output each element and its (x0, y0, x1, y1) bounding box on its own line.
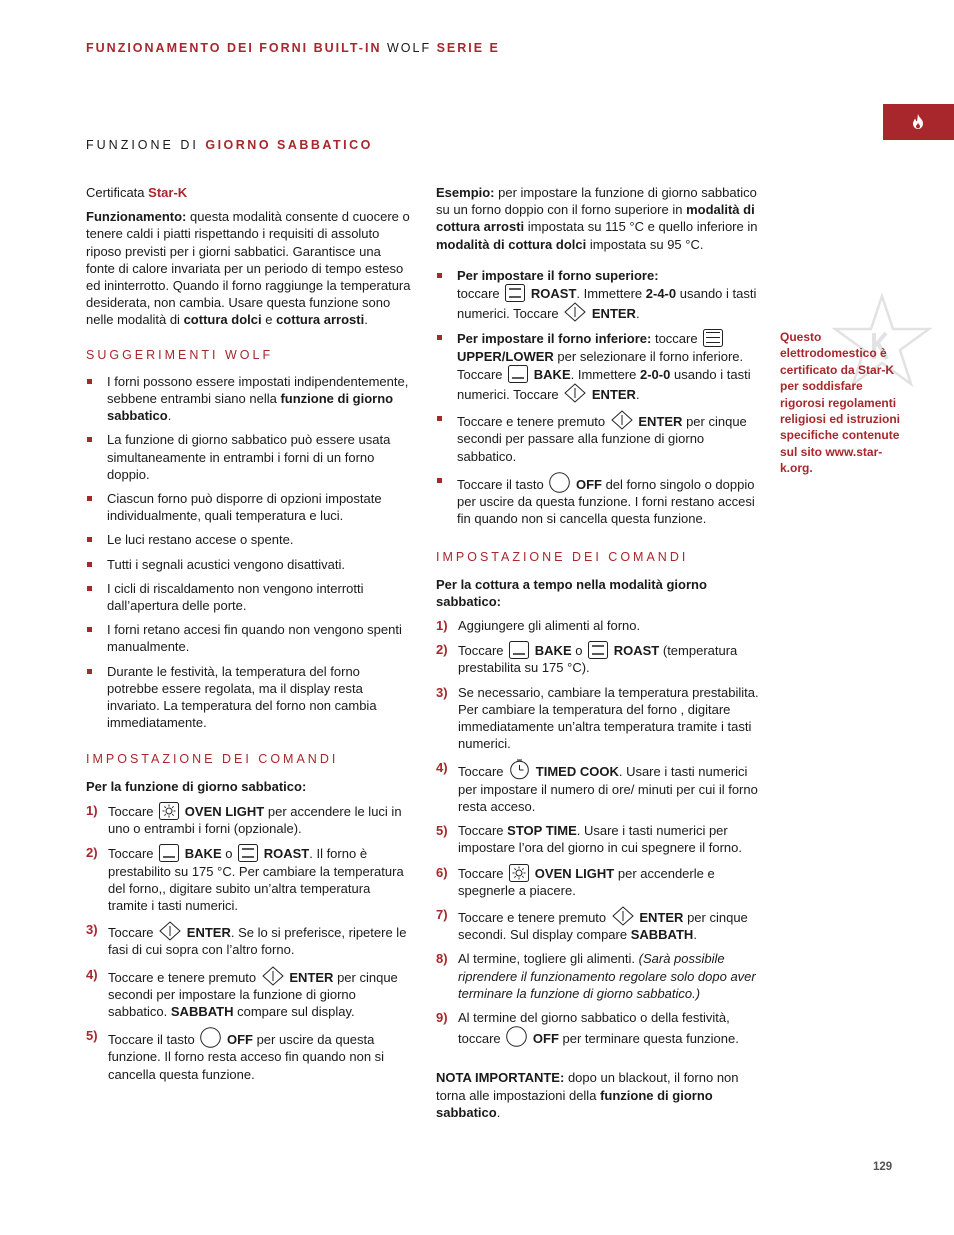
list-item: 2) Toccare BAKE o ROAST. Il forno è prestabilito su 175 °C. Per cambiare la temperatura del forno,, digitare subito un’altra temperatura tramite i tasti numerici. (86, 845, 404, 913)
oven-light-icon (159, 802, 179, 820)
list-item: 7) Toccare e tenere premuto ENTER per cinque secondi. Sul display compare SABBATH. (436, 906, 748, 943)
off-icon (549, 472, 570, 493)
list-item: 3) Se necessario, cambiare la temperatura prestabilita. Per cambiare la temperatura del forno , digitare immediatamente un’altra temperatura tramite i tasti numerici. (436, 684, 759, 752)
list-item: Per impostare il forno superiore: toccare ROAST. Immettere 2-4-0 usando i tasti numerici. Toccare ENTER. (436, 267, 762, 323)
list-item: 8) Al termine, togliere gli alimenti. (Sarà possibile riprendere il funzionamento regolare solo dopo aver terminare la funzione di giorno sabbatico.) (436, 951, 756, 1001)
important-note: NOTA IMPORTANTE: dopo un blackout, il forno non torna alle impostazioni della funzione di giorno sabbatico. (436, 1070, 739, 1120)
sidebar-note: Questo elettrodomestico è certificato da Star-K per soddisfare rigorosi regolamenti religiosi ed istruzioni specifiche contenute sul sito www.star-k.org. (780, 330, 901, 476)
list-item: 3) Toccare ENTER. Se lo si preferisce, ripetere le fasi di cui sopra con l’altro forno. (86, 922, 407, 958)
left-column (86, 184, 412, 1090)
tips-list (86, 373, 412, 732)
list-item: Le luci restano accese o spente. (86, 531, 412, 548)
controls-heading: IMPOSTAZIONE DEI COMANDI (86, 752, 339, 767)
roast-icon (505, 284, 525, 302)
header-title: FUNZIONAMENTO DEI FORNI BUILT-IN (86, 41, 382, 55)
controls-subheading: Per la funzione di giorno sabbatico: (86, 778, 307, 794)
roast-icon (588, 641, 608, 659)
list-item: 2) Toccare BAKE o ROAST (temperatura prestabilita su 175 °C). (436, 642, 738, 676)
list-item: Tutti i segnali acustici vengono disattivati. (86, 556, 412, 573)
list-item: 5) Toccare STOP TIME. Usare i tasti numerici per impostare l’ora del giorno in cui spegnere il forno. (436, 823, 742, 856)
list-item: 6) Toccare OVEN LIGHT per accenderle e spegnerle a piacere. (436, 864, 715, 898)
function-description: Funzionamento: questa modalità consente d cuocere o tenere caldi i piatti rispettando i requisiti di assoluto riposo previsti per i giorni sabbatici. Garantisce una fonte di calore invariata per un periodo di tempo esteso ed ininterrotto. Quando il forno raggiunge la temperatura desiderata, non cambia. Usare questa funzione sono nelle modalità di cottura dolci e cottura arrosti. (86, 209, 411, 328)
enter-icon (564, 302, 586, 322)
page-number: 129 (873, 1161, 893, 1173)
enter-icon (612, 906, 634, 926)
enter-icon (159, 921, 181, 941)
list-item: 4) Toccare e tenere premuto ENTER per cinque secondi per impostare la funzione di giorno sabbatico. SABBATH compare sul display. (86, 966, 398, 1019)
list-item: Durante le festività, la temperatura del forno potrebbe essere regolata, ma il display resta invariato. La temperatura del forno non cambia immediatamente. (86, 663, 412, 732)
list-item: Toccare il tasto OFF del forno singolo o doppio per uscire da questa funzione. I forni restano accesi fin quando non si cancella questa funzione. (436, 472, 762, 528)
enter-icon (564, 383, 586, 403)
upper-lower-icon (703, 329, 723, 347)
example-paragraph: Esempio: per impostare la funzione di giorno sabbatico su un forno doppio con il forno superiore in modalità di cottura arrosti impostata su 115 °C e quello inferiore in modalità di cottura dolci impostata su 95 °C. (436, 185, 758, 252)
list-item: 1) Toccare OVEN LIGHT per accendere le luci in uno o entrambi i forni (opzionale). (86, 802, 402, 837)
list-item: Per impostare il forno inferiore: toccare UPPER/LOWER per selezionare il forno inferiore. Toccare BAKE. Immettere 2-0-0 usando i tasti numerici. Toccare ENTER. (436, 329, 762, 403)
off-icon (200, 1027, 221, 1048)
list-item: 5) Toccare il tasto OFF per uscire da questa funzione. Il forno resta acceso fin quando non si cancella questa funzione. (86, 1028, 385, 1082)
off-icon (506, 1026, 527, 1047)
tips-heading: SUGGERIMENTI WOLF (86, 347, 274, 362)
enter-icon (262, 966, 284, 986)
enter-icon (611, 410, 633, 430)
list-item: I forni possono essere impostati indipendentemente, sebbene entrambi siano nella funzione di giorno sabbatico. (86, 373, 412, 425)
header-series: SERIE E (436, 41, 500, 55)
flame-icon (912, 114, 924, 129)
section-tab (883, 104, 954, 140)
certification-line: Certificata Star-K (86, 185, 188, 200)
list-item: Toccare e tenere premuto ENTER per cinque secondi per passare alla funzione di giorno sabbatico. (436, 410, 762, 465)
list-item: La funzione di giorno sabbatico può essere usata simultaneamente in entrambi i forni di un forno doppio. (86, 431, 412, 483)
steps-list (86, 802, 412, 1083)
timer-icon (509, 759, 530, 780)
bake-icon (509, 641, 529, 659)
bake-icon (508, 365, 528, 383)
list-item: 1) Aggiungere gli alimenti al forno. (436, 618, 641, 634)
header-brand: WOLF (386, 41, 432, 55)
running-header (86, 41, 500, 55)
list-item: 9) Al termine del giorno sabbatico o della festività, toccare OFF per terminare questa funzione. (436, 1009, 739, 1047)
controls-heading: IMPOSTAZIONE DEI COMANDI (436, 550, 689, 565)
oven-light-icon (509, 864, 529, 882)
example-list (436, 267, 762, 528)
list-item: I forni retano accesi fin quando non vengono spenti manualmente. (86, 621, 412, 655)
right-column (436, 184, 762, 1128)
list-item: I cicli di riscaldamento non vengono interrotti dall’apertura delle porte. (86, 580, 412, 614)
list-item: Ciascun forno può disporre di opzioni impostate individualmente, quali temperatura e luci. (86, 490, 412, 524)
section-title: FUNZIONE DI GIORNO SABBATICO (86, 138, 373, 152)
controls-subheading: Per la cottura a tempo nella modalità giorno sabbatico: (436, 576, 707, 609)
steps-list (436, 617, 762, 1047)
bake-icon (159, 844, 179, 862)
roast-icon (238, 844, 258, 862)
list-item: 4) Toccare TIMED COOK. Usare i tasti numerici per impostare il numero di ore/ minuti per cui il forno resta acceso. (436, 760, 758, 814)
